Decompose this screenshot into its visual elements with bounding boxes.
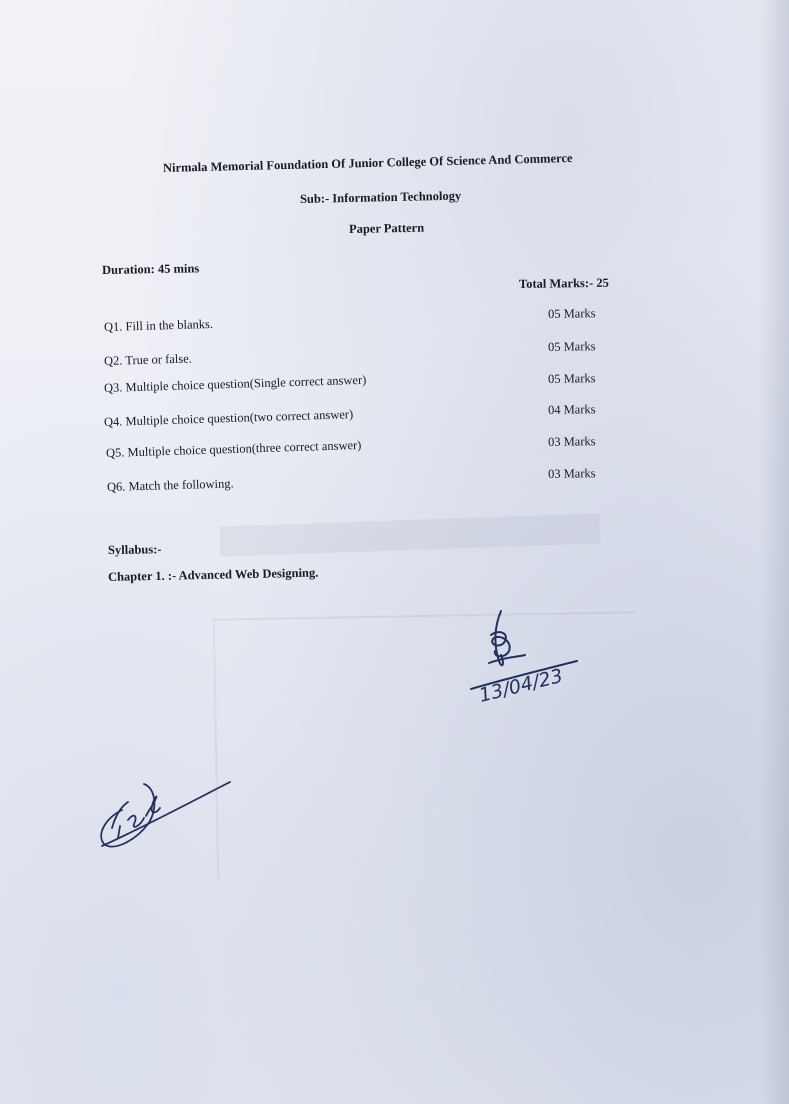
signature-date: 13/04/23	[476, 664, 566, 707]
page-title: Paper Pattern	[348, 220, 425, 236]
question-marks: 05 Marks	[547, 306, 596, 321]
signature-with-date	[465, 605, 595, 715]
question-label: Q1. Fill in the blanks.	[103, 316, 214, 334]
handwritten-signature	[92, 768, 237, 853]
page-edge-shadow	[759, 0, 789, 1104]
show-through-shadow	[220, 513, 601, 556]
question-label: Q5. Multiple choice question(three correct answer)	[105, 437, 362, 460]
question-label: Q6. Match the following.	[106, 476, 234, 494]
question-label: Q4. Multiple choice question(two correct answer)	[103, 407, 354, 429]
question-marks: 03 Marks	[547, 434, 596, 449]
institution-name: Nirmala Memorial Foundation Of Junior College Of Science And Commerce	[162, 150, 573, 175]
total-marks-label: Total Marks:- 25	[518, 275, 609, 291]
question-label: Q2. True or false.	[103, 351, 193, 368]
syllabus-heading: Syllabus:-	[107, 542, 162, 557]
question-marks: 05 Marks	[547, 371, 596, 386]
subject-line: Sub:- Information Technology	[299, 188, 462, 206]
syllabus-chapter: Chapter 1. :- Advanced Web Designing.	[107, 565, 319, 584]
duration-label: Duration: 45 mins	[101, 261, 200, 277]
question-label: Q3. Multiple choice question(Single correct answer)	[103, 372, 367, 395]
question-marks: 04 Marks	[547, 402, 596, 417]
question-marks: 03 Marks	[547, 466, 596, 481]
question-marks: 05 Marks	[547, 339, 596, 354]
